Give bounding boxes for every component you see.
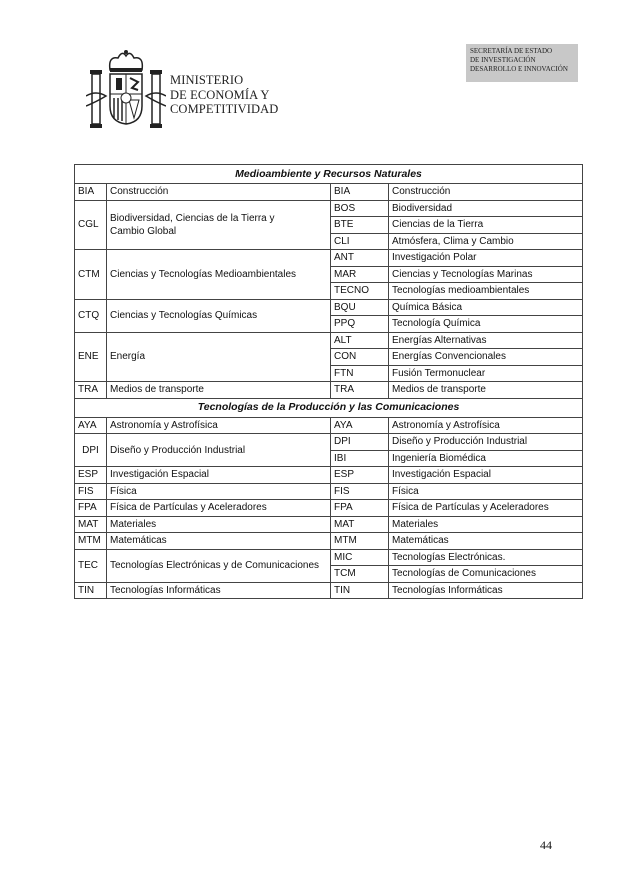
table-row xyxy=(75,382,583,399)
table-row xyxy=(75,549,583,566)
area-name: Astronomía y Astrofísica xyxy=(107,417,331,434)
subarea-code: DPI xyxy=(331,434,389,451)
subarea-name: Ciencias de la Tierra xyxy=(389,217,583,234)
subarea-name: Fusión Termonuclear xyxy=(389,365,583,382)
subarea-name: Tecnologías Informáticas xyxy=(389,582,583,599)
subarea-name: Investigación Polar xyxy=(389,250,583,267)
area-name: Física de Partículas y Aceleradores xyxy=(107,500,331,517)
subarea-code: MAT xyxy=(331,516,389,533)
subarea-name: Tecnologías Electrónicas. xyxy=(389,549,583,566)
area-code: ENE xyxy=(75,332,107,382)
subarea-code: AYA xyxy=(331,417,389,434)
area-code: CTM xyxy=(75,250,107,300)
area-name: Matemáticas xyxy=(107,533,331,550)
table-row xyxy=(75,582,583,599)
area-code: TEC xyxy=(75,549,107,582)
section-title: Medioambiente y Recursos Naturales xyxy=(75,165,583,184)
subarea-code: CLI xyxy=(331,233,389,250)
subarea-name: Matemáticas xyxy=(389,533,583,550)
area-code: CGL xyxy=(75,200,107,250)
subarea-name: Física xyxy=(389,483,583,500)
subarea-name: Materiales xyxy=(389,516,583,533)
subarea-name: Medios de transporte xyxy=(389,382,583,399)
area-name: Tecnologías Electrónicas y de Comunicaciones xyxy=(107,549,331,582)
subarea-code: FTN xyxy=(331,365,389,382)
subarea-code: MAR xyxy=(331,266,389,283)
subarea-code: ANT xyxy=(331,250,389,267)
table-row xyxy=(75,200,583,217)
subarea-code: MTM xyxy=(331,533,389,550)
subarea-code: TECNO xyxy=(331,283,389,300)
area-code: ESP xyxy=(75,467,107,484)
subarea-code: FIS xyxy=(331,483,389,500)
subarea-name: Biodiversidad xyxy=(389,200,583,217)
table-row xyxy=(75,184,583,201)
spanish-coat-of-arms-icon xyxy=(86,48,166,132)
subarea-name: Construcción xyxy=(389,184,583,201)
area-code: MTM xyxy=(75,533,107,550)
table-row xyxy=(75,467,583,484)
secretariat-line: SECRETARÍA DE ESTADO xyxy=(470,47,553,55)
area-code: AYA xyxy=(75,417,107,434)
table-row xyxy=(75,533,583,550)
subarea-code: ESP xyxy=(331,467,389,484)
subarea-name: Ciencias y Tecnologías Marinas xyxy=(389,266,583,283)
area-code: FPA xyxy=(75,500,107,517)
subarea-name: Física de Partículas y Aceleradores xyxy=(389,500,583,517)
area-name: Investigación Espacial xyxy=(107,467,331,484)
subarea-code: PPQ xyxy=(331,316,389,333)
section-header-row xyxy=(75,398,583,417)
subarea-code: BTE xyxy=(331,217,389,234)
subarea-code: CON xyxy=(331,349,389,366)
subarea-name: Investigación Espacial xyxy=(389,467,583,484)
table-row xyxy=(75,250,583,267)
area-code: DPI xyxy=(75,434,107,467)
table-row xyxy=(75,500,583,517)
subarea-name: Tecnologías medioambientales xyxy=(389,283,583,300)
area-name: Física xyxy=(107,483,331,500)
ministry-name xyxy=(170,73,278,117)
area-name: Medios de transporte xyxy=(107,382,331,399)
section-title: Tecnologías de la Producción y las Comunicaciones xyxy=(75,398,583,417)
area-code: MAT xyxy=(75,516,107,533)
subarea-name: Química Básica xyxy=(389,299,583,316)
area-name: Materiales xyxy=(107,516,331,533)
area-code: TIN xyxy=(75,582,107,599)
area-code: FIS xyxy=(75,483,107,500)
area-name: Energía xyxy=(107,332,331,382)
area-name: Tecnologías Informáticas xyxy=(107,582,331,599)
area-name: Construcción xyxy=(107,184,331,201)
area-name: Biodiversidad, Ciencias de la Tierra y Cambio Global xyxy=(107,200,331,250)
table-row xyxy=(75,483,583,500)
subarea-code: ALT xyxy=(331,332,389,349)
table-row xyxy=(75,332,583,349)
area-name: Ciencias y Tecnologías Químicas xyxy=(107,299,331,332)
area-name: Diseño y Producción Industrial xyxy=(107,434,331,467)
area-code: BIA xyxy=(75,184,107,201)
subarea-name: Tecnología Química xyxy=(389,316,583,333)
subarea-code: MIC xyxy=(331,549,389,566)
area-name: Ciencias y Tecnologías Medioambientales xyxy=(107,250,331,300)
subarea-name: Astronomía y Astrofísica xyxy=(389,417,583,434)
table-row xyxy=(75,434,583,451)
secretariat-box xyxy=(466,44,578,82)
subarea-code: FPA xyxy=(331,500,389,517)
ministry-line: DE ECONOMÍA Y xyxy=(170,87,270,102)
subarea-name: Diseño y Producción Industrial xyxy=(389,434,583,451)
subarea-code: TCM xyxy=(331,566,389,583)
subarea-name: Ingeniería Biomédica xyxy=(389,450,583,467)
subarea-code: TRA xyxy=(331,382,389,399)
subarea-code: TIN xyxy=(331,582,389,599)
secretariat-line: DESARROLLO E INNOVACIÓN xyxy=(470,65,568,73)
table-row xyxy=(75,516,583,533)
secretariat-line: DE INVESTIGACIÓN xyxy=(470,56,536,64)
subarea-code: BIA xyxy=(331,184,389,201)
subarea-name: Atmósfera, Clima y Cambio xyxy=(389,233,583,250)
table-row xyxy=(75,299,583,316)
section-header-row xyxy=(75,165,583,184)
subarea-code: BOS xyxy=(331,200,389,217)
area-code: TRA xyxy=(75,382,107,399)
subarea-name: Energías Alternativas xyxy=(389,332,583,349)
ministry-line: COMPETITIVIDAD xyxy=(170,102,279,116)
areas-table xyxy=(74,164,583,599)
subarea-code: IBI xyxy=(331,450,389,467)
page-number: 44 xyxy=(540,838,552,852)
table-row xyxy=(75,417,583,434)
subarea-name: Energías Convencionales xyxy=(389,349,583,366)
subarea-name: Tecnologías de Comunicaciones xyxy=(389,566,583,583)
area-code: CTQ xyxy=(75,299,107,332)
subarea-code: BQU xyxy=(331,299,389,316)
ministry-line: MINISTERIO xyxy=(170,73,244,87)
